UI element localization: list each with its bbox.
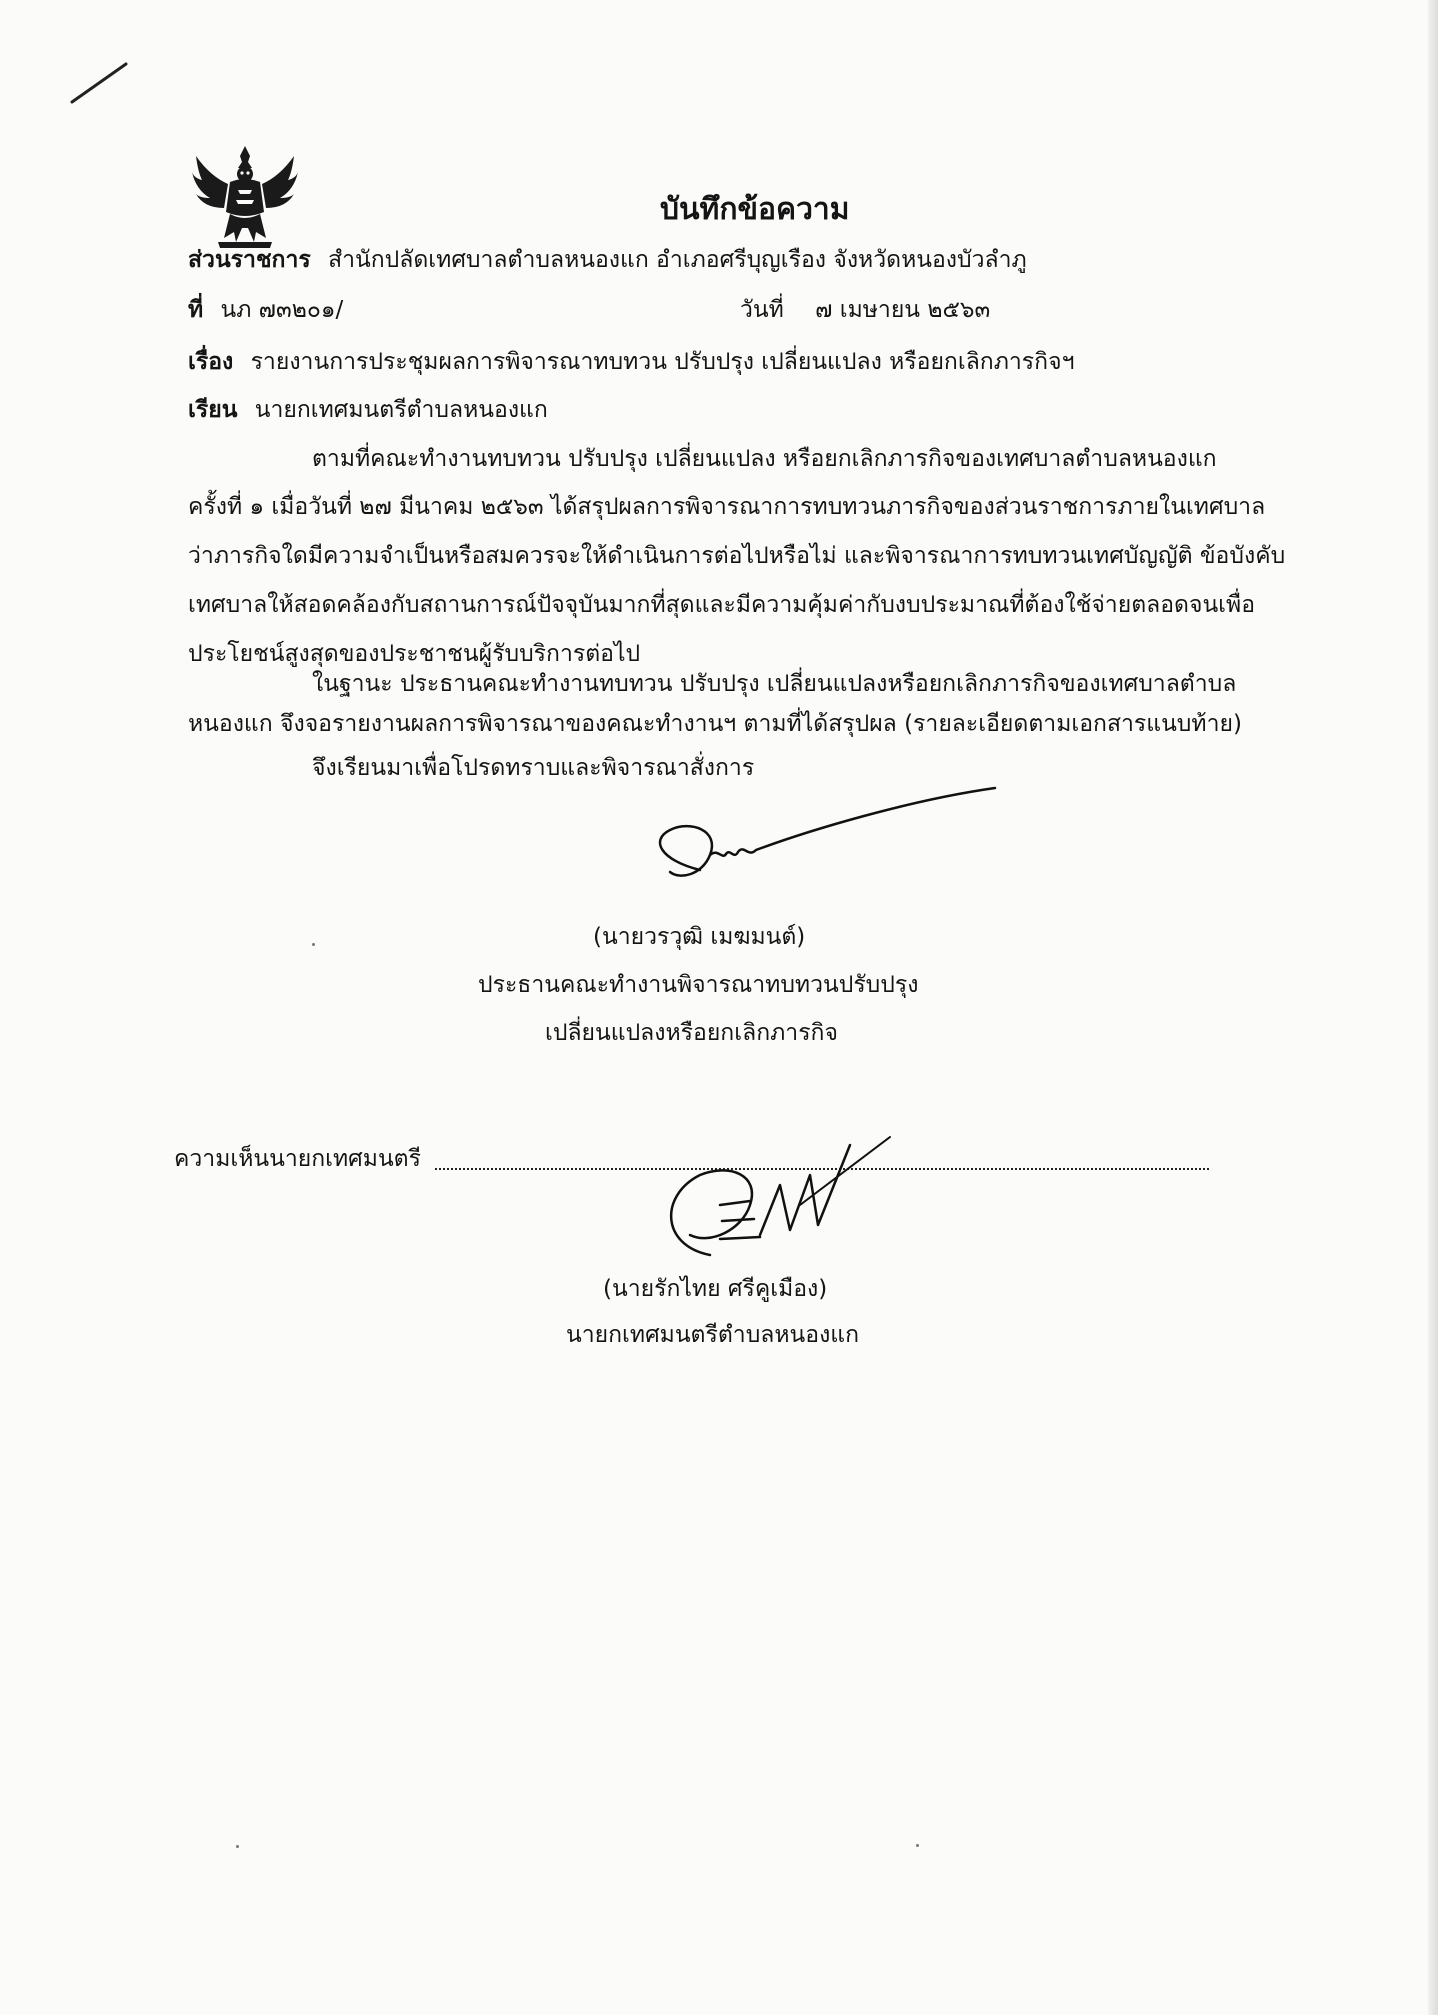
pen-mark-icon xyxy=(68,58,130,108)
closing-line: จึงเรียนมาเพื่อโปรดทราบและพิจารณาสั่งการ xyxy=(312,755,755,781)
body-p1-line: ประโยชน์สูงสุดของประชาชนผู้รับบริการต่อไป xyxy=(188,641,641,667)
signer2-position: นายกเทศมนตรีตำบลหนองแก xyxy=(566,1322,860,1348)
mayor-opinion-label: ความเห็นนายกเทศมนตรี xyxy=(174,1146,421,1172)
scan-speck xyxy=(312,943,315,946)
to-row xyxy=(188,393,548,427)
subject-row xyxy=(188,345,1074,379)
ref-value: นภ ๗๓๒๐๑/ xyxy=(220,297,344,323)
signer1-position-line2: เปลี่ยนแปลงหรือยกเลิกภารกิจ xyxy=(545,1020,838,1046)
signature-icon xyxy=(630,780,1010,920)
body-p1-line: ว่าภารกิจใดมีความจำเป็นหรือสมควรจะให้ดำเนินการต่อไปหรือไม่ และพิจารณาการทบทวนเทศบัญญัติ ข้อบังคับ xyxy=(188,543,1286,569)
subject-label: เรื่อง xyxy=(188,349,234,375)
body-p1-line: ตามที่คณะทำงานทบทวน ปรับปรุง เปลี่ยนแปลง หรือยกเลิกภารกิจของเทศบาลตำบลหนองแก xyxy=(312,446,1217,472)
page-edge-shadow xyxy=(1428,0,1438,2015)
agency-label: ส่วนราชการ xyxy=(188,247,311,273)
signer2-name: (นายรักไทย ศรีคูเมือง) xyxy=(603,1276,828,1302)
agency-value: สำนักปลัดเทศบาลตำบลหนองแก อำเภอศรีบุญเรือง จังหวัดหนองบัวลำภู xyxy=(328,247,1027,273)
to-value: นายกเทศมนตรีตำบลหนองแก xyxy=(254,397,548,423)
agency-row xyxy=(188,243,1027,277)
subject-value: รายงานการประชุมผลการพิจารณาทบทวน ปรับปรุง เปลี่ยนแปลง หรือยกเลิกภารกิจฯ xyxy=(250,349,1075,375)
signer1-name: (นายวรวุฒิ เมฆมนต์) xyxy=(593,924,806,950)
document-title: บันทึกข้อความ xyxy=(660,192,850,227)
ref-label: ที่ xyxy=(188,297,204,323)
body-p1-line: ครั้งที่ ๑ เมื่อวันที่ ๒๗ มีนาคม ๒๕๖๓ ได้สรุปผลการพิจารณาการทบทวนภารกิจของส่วนราชการภายในเทศบาล xyxy=(188,494,1266,520)
date-label: วันที่ xyxy=(740,297,784,323)
signer1-position-line1: ประธานคณะทำงานพิจารณาทบทวนปรับปรุง xyxy=(478,972,919,998)
date-value: ๗ เมษายน ๒๕๖๓ xyxy=(815,297,991,323)
to-label: เรียน xyxy=(188,397,238,423)
scan-speck xyxy=(236,1845,239,1848)
scan-speck xyxy=(916,1844,919,1847)
date-row xyxy=(740,293,990,327)
body-p2-line: หนองแก จึงจอรายงานผลการพิจารณาของคณะทำงานฯ ตามที่ได้สรุปผล (รายละเอียดตามเอกสารแนบท้าย) xyxy=(188,711,1242,737)
signature-icon xyxy=(650,1135,920,1285)
ref-row xyxy=(188,293,343,327)
body-p2-line: ในฐานะ ประธานคณะทำงานทบทวน ปรับปรุง เปลี่ยนแปลงหรือยกเลิกภารกิจของเทศบาลตำบล xyxy=(312,671,1237,697)
body-p1-line: เทศบาลให้สอดคล้องกับสถานการณ์ปัจจุบันมากที่สุดและมีความคุ้มค่ากับงบประมาณที่ต้องใช้จ่ายตลอดจนเพื่อ xyxy=(188,592,1256,618)
garuda-emblem-icon xyxy=(190,142,300,252)
